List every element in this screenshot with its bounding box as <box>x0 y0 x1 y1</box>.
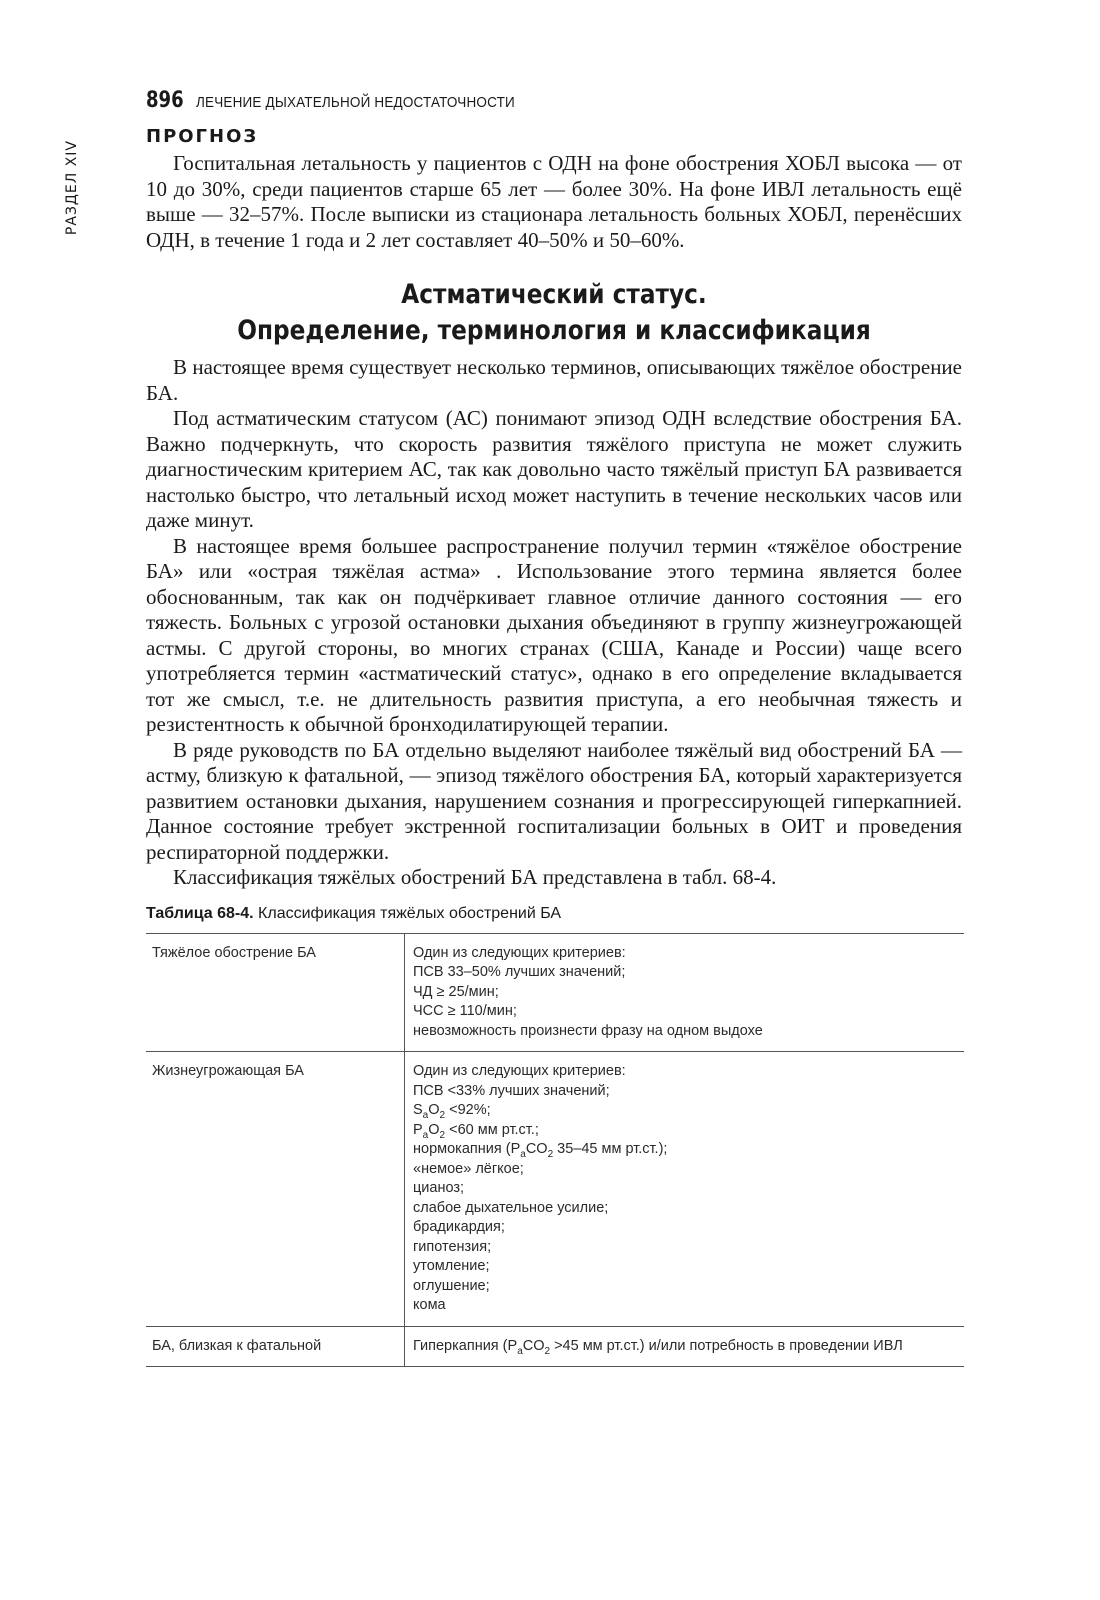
table-cell-category: Тяжёлое обострение БА <box>146 933 405 1052</box>
table-row <box>146 1052 964 1327</box>
chapter-paragraph: В ряде руководств по БА отдельно выделяют наиболее тяжёлый вид обострений БА — астму, близкую к фатальной, — эпизод тяжёлого обострения БА, который характеризуется развитием остановки дыхания, нарушением сознания и прогрессирующей гиперкапнией. Данное состояние требует экстренной госпитализации больных в ОИТ и проведения респираторной поддержки. <box>146 737 962 864</box>
normocapnia-sub-2: 2 <box>547 1149 554 1160</box>
normocapnia-value: 35–45 мм рт.ст.); <box>553 1141 668 1157</box>
table-row <box>146 933 964 1052</box>
normocapnia-pre: нормокапния (P <box>413 1141 521 1157</box>
hypercapnia-pre: Гиперкапния (P <box>413 1337 518 1354</box>
table-cell-criteria <box>405 933 965 1052</box>
criterion: Один из следующих критериев: <box>413 1063 626 1079</box>
table-cell-category: БА, близкая к фатальной <box>146 1326 405 1367</box>
table-caption-text: Классификация тяжёлых обострений БА <box>253 904 562 922</box>
chapter-title-line1: Астматический статус. <box>401 279 707 310</box>
pao2-p: P <box>413 1121 423 1138</box>
hypercapnia-value: >45 мм рт.ст.) и/или потребность в проведении ИВЛ <box>550 1337 903 1354</box>
criterion: кома <box>413 1297 446 1313</box>
criterion: «немое» лёгкое; <box>413 1160 524 1177</box>
sao2-o: O <box>428 1102 440 1118</box>
criterion: ПСВ <33% лучших значений; <box>413 1082 610 1099</box>
criterion-sao2 <box>413 1101 958 1121</box>
page-number: 896 <box>146 88 184 113</box>
pao2-sub-a: a <box>422 1129 429 1141</box>
chapter-title-line2: Определение, терминология и классификация <box>237 315 871 346</box>
criterion: утомление; <box>413 1258 490 1274</box>
table-caption-label: Таблица 68-4. <box>146 904 254 922</box>
table-cell-criteria <box>405 1326 965 1367</box>
criterion: оглушение; <box>413 1277 490 1294</box>
chapter-paragraph: Классификация тяжёлых обострений БА представлена в табл. 68-4. <box>173 865 777 889</box>
classification-table <box>146 933 964 1368</box>
criterion: гипотензия; <box>413 1238 492 1255</box>
chapter-body <box>146 355 962 891</box>
criterion-hypercapnia <box>413 1337 958 1357</box>
hypercapnia-co: CO <box>522 1337 545 1354</box>
criterion: ЧСС ≥ 110/мин; <box>413 1003 517 1019</box>
criterion: Один из следующих критериев: <box>413 944 626 961</box>
sao2-value: <92%; <box>445 1102 491 1118</box>
criterion: невозможность произнести фразу на одном выдохе <box>413 1022 763 1039</box>
criterion: ЧД ≥ 25/мин; <box>413 983 499 1000</box>
normocapnia-sub-a: a <box>520 1149 526 1160</box>
page-header <box>146 88 550 113</box>
sao2-s: S <box>413 1102 423 1118</box>
section-side-label: РАЗДЕЛ XIV <box>64 140 80 236</box>
normocapnia-co: CO <box>525 1141 548 1157</box>
criterion: слабое дыхательное усилие; <box>413 1199 609 1216</box>
chapter-paragraph: В настоящее время существует несколько терминов, описывающих тяжёлое обострение БА. <box>146 355 962 405</box>
criterion: ПСВ 33–50% лучших значений; <box>413 964 626 980</box>
chapter-paragraph: Под астматическим статусом (АС) понимают эпизод ОДН вследствие обострения БА. Важно подчеркнуть, что скорость развития тяжёлого приступа не может служить диагностическим критерием АС, так как довольно часто тяжёлый приступ БА развивается настолько быстро, что летальный исход может наступить в течение нескольких часов или даже минут. <box>146 406 962 532</box>
sao2-sub-a: a <box>422 1110 429 1121</box>
prognosis-body <box>146 151 962 253</box>
criterion-normocapnia <box>413 1140 958 1160</box>
chapter-paragraph: В настоящее время большее распространение получил термин «тяжёлое обострение БА» или «острая тяжёлая астма» . Использование этого термина является более обоснованным, так как он подчёркивает главное отличие данного состояния — его тяжесть. Больных с угрозой остановки дыхания объединяют в группу жизнеугрожающей астмы. С другой стороны, во многих странах (США, Канаде и России) чаще всего употребляется термин «астматический статус», однако в его определение вкладывается тот же смысл, т.е. не длительность развития приступа, а его необычная тяжесть и резистентность к обычной бронходилатирующей терапии. <box>146 533 962 736</box>
hypercapnia-sub-2: 2 <box>544 1345 551 1357</box>
table-caption <box>146 905 962 923</box>
pao2-value: <60 мм рт.ст.; <box>445 1121 539 1138</box>
page-content <box>146 126 962 1367</box>
sao2-sub-2: 2 <box>439 1110 446 1121</box>
table-cell-criteria <box>405 1052 965 1327</box>
criterion: брадикардия; <box>413 1219 505 1235</box>
criterion: цианоз; <box>413 1180 465 1196</box>
section-heading-prognosis: ПРОГНОЗ <box>146 126 259 147</box>
criterion-pao2 <box>413 1121 958 1141</box>
pao2-o: O <box>428 1121 440 1138</box>
pao2-sub-2: 2 <box>439 1129 446 1141</box>
running-head: ЛЕЧЕНИЕ ДЫХАТЕЛЬНОЙ НЕДОСТАТОЧНОСТИ <box>195 94 515 111</box>
prognosis-paragraph: Госпитальная летальность у пациентов с ОДН на фоне обострения ХОБЛ высока — от 10 до 30%, среди пациентов старше 65 лет — более 30%. На фоне ИВЛ летальность ещё выше — 32–57%. После выписки из стационара летальность больных ХОБЛ, перенёсших ОДН, в течение 1 года и 2 лет составляет 40–50% и 50–60%. <box>146 151 962 252</box>
table-cell-category: Жизнеугрожающая БА <box>146 1052 405 1327</box>
hypercapnia-sub-a: a <box>517 1345 523 1357</box>
chapter-title <box>203 277 905 349</box>
table-row <box>146 1326 964 1367</box>
